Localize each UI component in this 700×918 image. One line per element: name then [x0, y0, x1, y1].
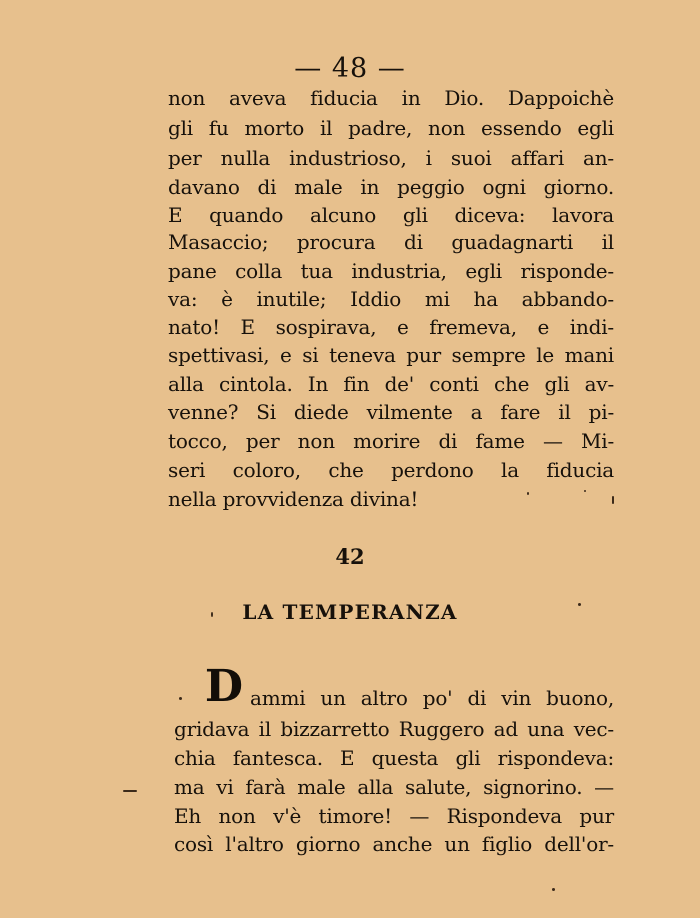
- paper-speck: [527, 492, 529, 495]
- text-line: venne? Si diede vilmente a fare il pi-: [168, 400, 614, 424]
- text-line: pane colla tua industria, egli risponde-: [168, 259, 614, 283]
- paper-speck: [123, 790, 137, 792]
- paper-speck: [552, 888, 555, 891]
- section-title: LA TEMPERANZA: [242, 600, 458, 624]
- text-line: nato! E sospirava, e fremeva, e indi-: [168, 315, 614, 339]
- text-line: va: è inutile; Iddio mi ha abbando-: [168, 287, 614, 311]
- paper-speck: [179, 697, 182, 700]
- text-line: gridava il bizzarretto Ruggero ad una vec-: [174, 717, 614, 741]
- text-line: chia fantesca. E questa gli rispondeva:: [174, 746, 614, 770]
- text-line: seri coloro, che perdono la fiducia: [168, 458, 614, 482]
- paper-speck: [612, 496, 614, 504]
- text-line: ammi un altro po' di vin buono,: [250, 686, 614, 710]
- paper-speck: [578, 603, 581, 606]
- text-line: gli fu morto il padre, non essendo egli: [168, 116, 614, 140]
- text-line: per nulla industrioso, i suoi affari an-: [168, 146, 614, 170]
- text-line: Masaccio; procura di guadagnarti il: [168, 230, 614, 254]
- text-line: E quando alcuno gli diceva: lavora: [168, 203, 614, 227]
- page-number: — 48 —: [294, 53, 406, 84]
- text-line: tocco, per non morire di fame — Mi-: [168, 429, 614, 453]
- text-line: Eh non v'è timore! — Rispondeva pur: [174, 804, 614, 828]
- text-line: nella provvidenza divina!: [168, 487, 419, 511]
- text-line: spettivasi, e si teneva pur sempre le mani: [168, 343, 614, 367]
- text-line: non aveva fiducia in Dio. Dappoichè: [168, 86, 614, 110]
- text-line: alla cintola. In fin de' conti che gli av-: [168, 372, 614, 396]
- paper-speck: [211, 612, 213, 617]
- text-line: ma vi farà male alla salute, signorino. —: [174, 775, 614, 799]
- paper-speck: [584, 490, 586, 492]
- text-line: così l'altro giorno anche un figlio dell'or-: [174, 832, 614, 856]
- dropcap-letter: D: [204, 661, 244, 712]
- section-number: 42: [335, 544, 365, 569]
- text-line: davano di male in peggio ogni giorno.: [168, 175, 614, 199]
